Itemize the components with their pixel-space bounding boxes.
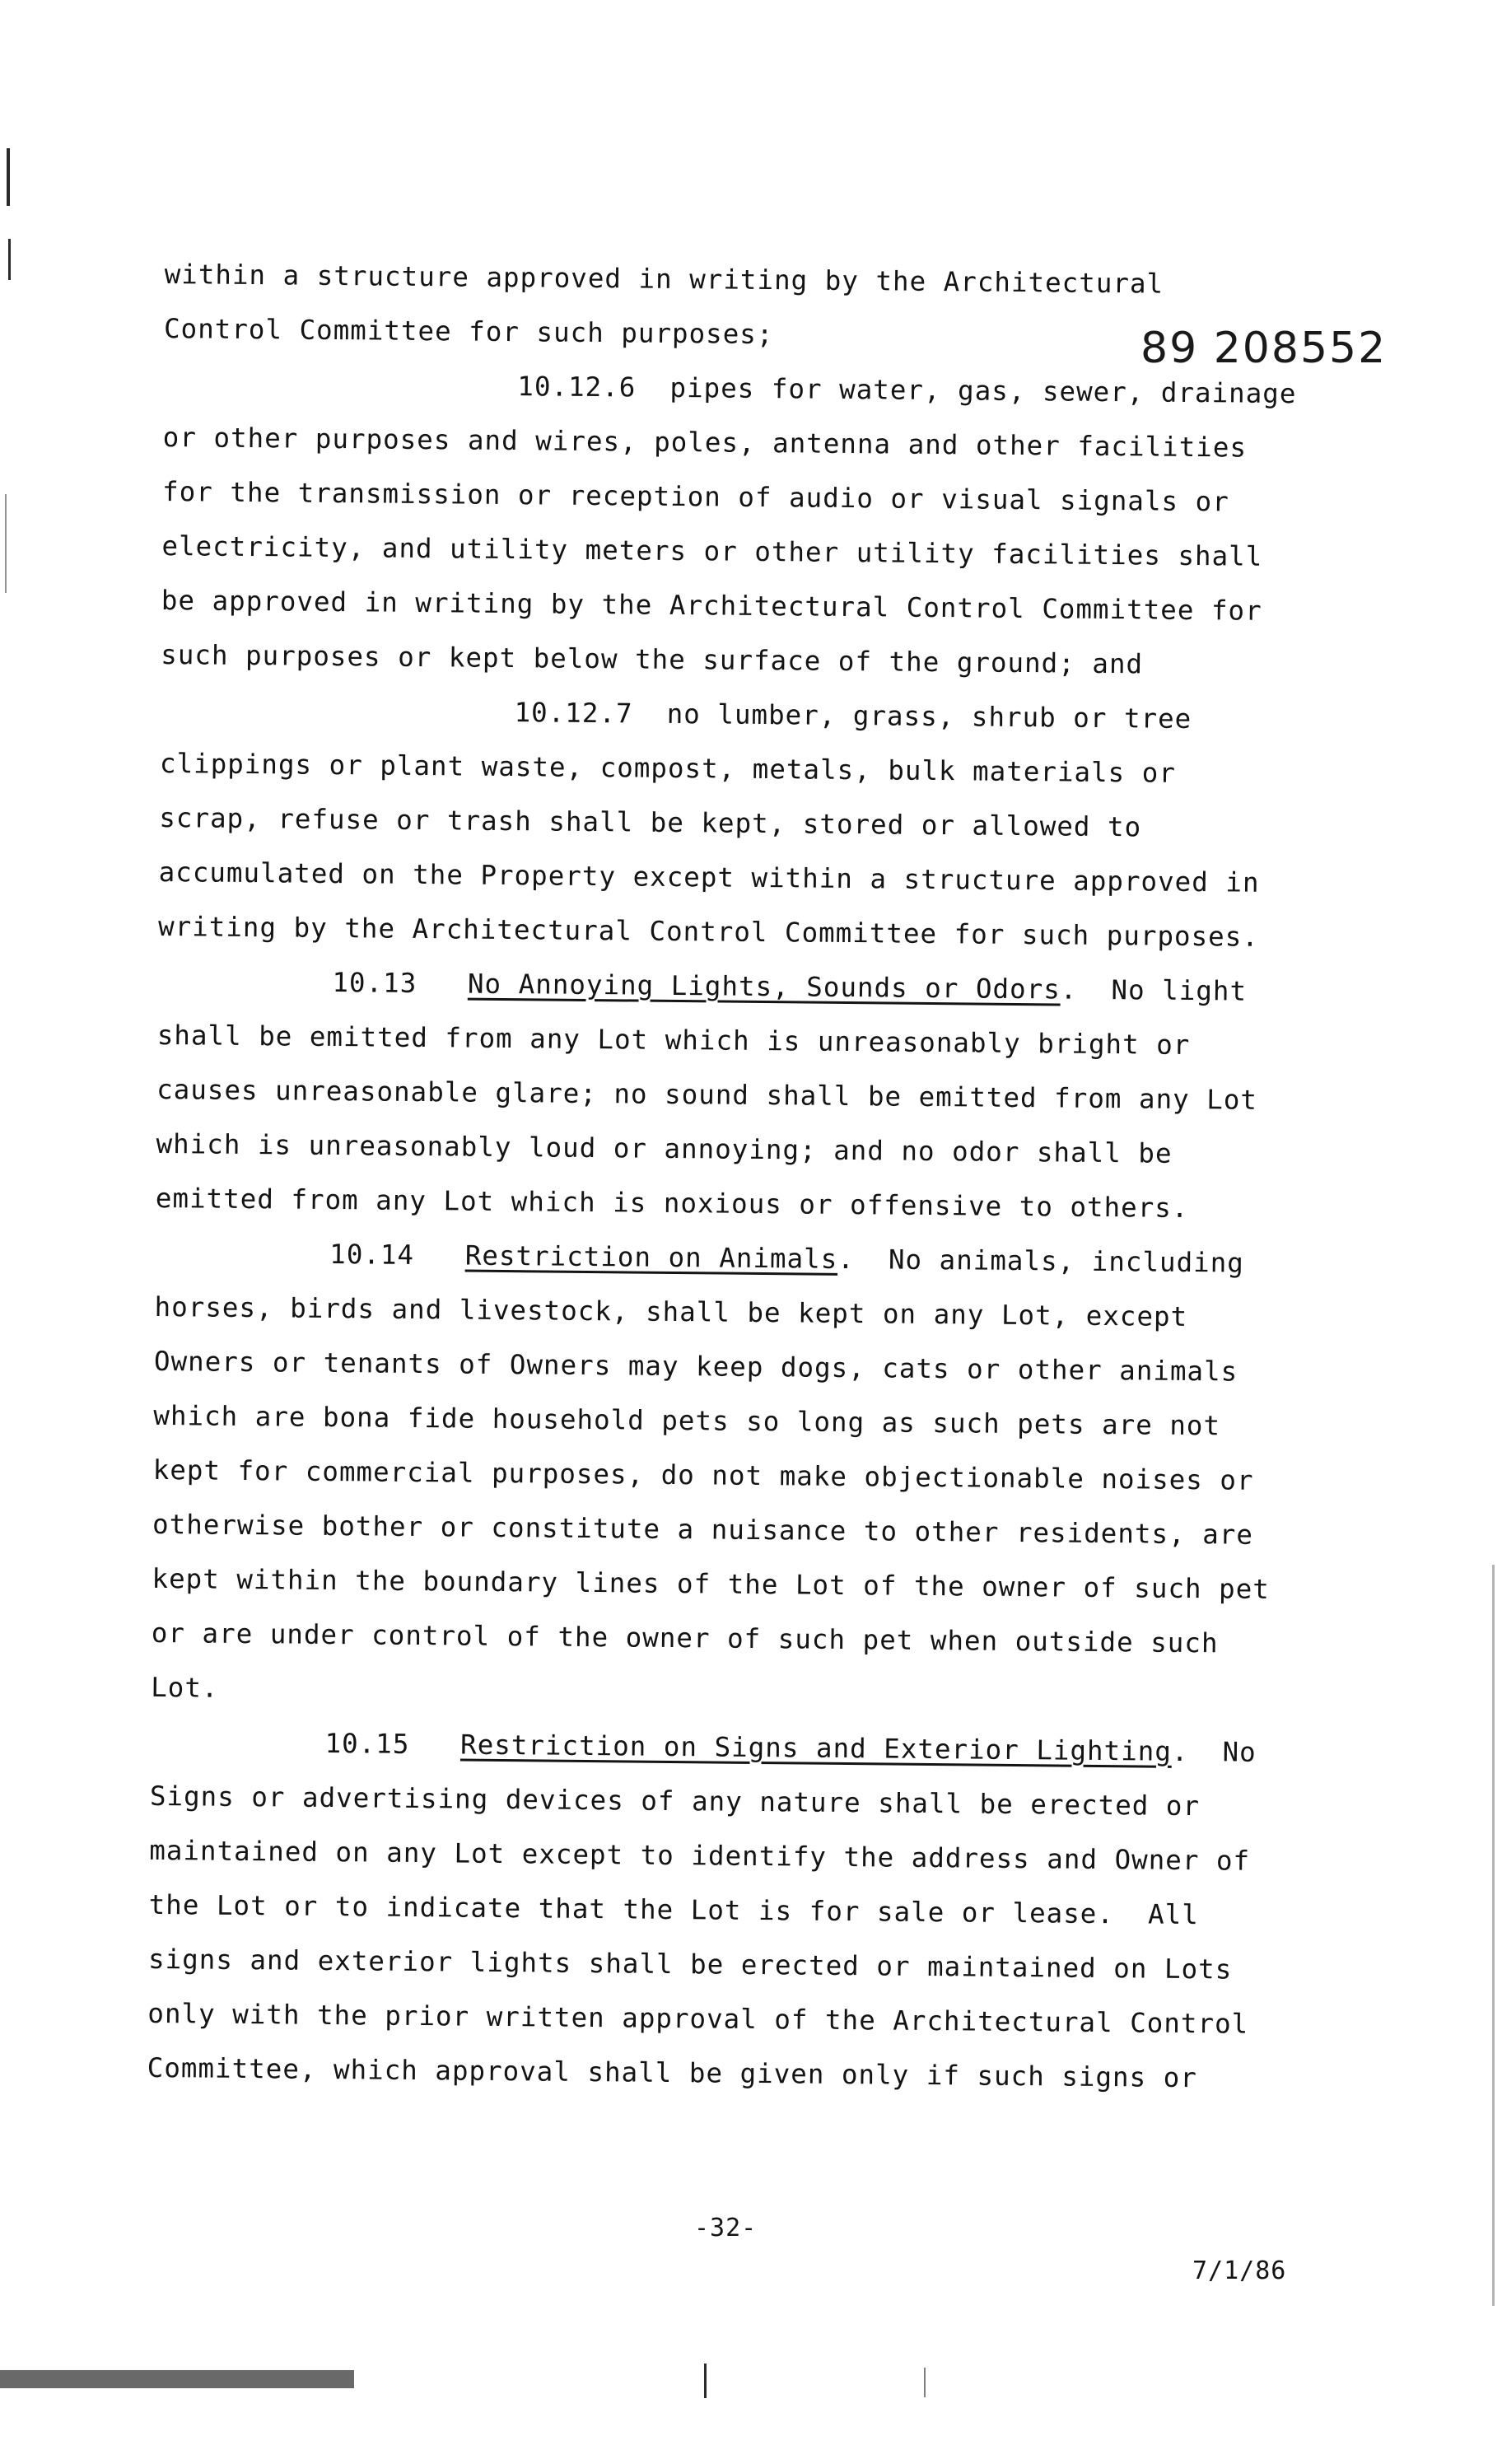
section-number: 10.14 xyxy=(329,1238,415,1271)
scan-edge-mark xyxy=(0,2370,354,2388)
text-line: Signs or advertising devices of any nature shall be erected or xyxy=(149,1780,1201,1822)
scan-edge-mark xyxy=(924,2368,926,2397)
recording-stamp: 89 208552 xyxy=(1140,324,1388,373)
section-heading: Restriction on Animals xyxy=(464,1239,838,1275)
text-line: for the transmission or reception of audio or visual signals or xyxy=(161,475,1229,518)
text-line: kept for commercial purposes, do not make objectionable noises or xyxy=(152,1454,1254,1496)
text-line: the Lot or to indicate that the Lot is for sale or lease. All xyxy=(148,1888,1199,1931)
section-heading: No Annoying Lights, Sounds or Odors xyxy=(467,968,1061,1006)
text-line: otherwise bother or constitute a nuisance to other residents, are xyxy=(152,1508,1254,1551)
section-number: 10.15 xyxy=(324,1727,410,1760)
text-line: Owners or tenants of Owners may keep dogs, cats or other animals xyxy=(153,1345,1238,1388)
text-line: Lot. xyxy=(151,1671,219,1704)
text-line: Committee, which approval shall be given only if such signs or xyxy=(147,2051,1198,2094)
section-number: 10.13 xyxy=(332,966,417,999)
text-line: shall be emitted from any Lot which is unreasonably bright or xyxy=(156,1019,1191,1061)
scan-edge-mark xyxy=(5,494,7,593)
text-line: within a structure approved in writing by the Architectural xyxy=(164,258,1164,300)
text-line: scrap, refuse or trash shall be kept, stored or allowed to xyxy=(159,801,1142,843)
scan-edge-mark xyxy=(7,148,10,206)
text-line: such purposes or kept below the surface of the ground; and xyxy=(161,638,1144,680)
section-text: . No xyxy=(1171,1735,1257,1768)
section-text: . No light xyxy=(1060,973,1248,1007)
scan-edge-mark xyxy=(8,239,11,280)
text-line: Control Committee for such purposes; xyxy=(163,312,774,351)
text-line: writing by the Architectural Control Committee for such purposes. xyxy=(157,910,1260,953)
text-line: or other purposes and wires, poles, antenna and other facilities xyxy=(162,421,1248,464)
text-line: accumulated on the Property except within a structure approved in xyxy=(158,856,1260,898)
text-line: kept within the boundary lines of the Lot of the owner of such pet xyxy=(152,1562,1271,1605)
text-line: 10.12.6 pipes for water, gas, sewer, drainage xyxy=(517,371,1297,410)
body-text xyxy=(147,247,1383,2107)
text-line: causes unreasonable glare; no sound shall be emitted from any Lot xyxy=(156,1073,1258,1116)
section-text: . No animals, including xyxy=(837,1243,1245,1279)
section-heading: Restriction on Signs and Exterior Lighting xyxy=(459,1729,1173,1767)
page-date: 7/1/86 xyxy=(1192,2256,1287,2285)
page-number: -32- xyxy=(694,2214,758,2242)
text-line: only with the prior written approval of the Architectural Control xyxy=(147,1997,1249,2040)
scan-edge-mark xyxy=(704,2364,707,2398)
text-line: be approved in writing by the Architectural Control Committee for xyxy=(161,584,1262,627)
text-line: which are bona fide household pets so long as such pets are not xyxy=(153,1399,1221,1442)
text-line: or are under control of the owner of such pet when outside such xyxy=(151,1617,1219,1659)
text-line: clippings or plant waste, compost, metals, bulk materials or xyxy=(159,747,1177,789)
text-line: horses, birds and livestock, shall be kept on any Lot, except xyxy=(154,1290,1188,1332)
text-line: which is unreasonably loud or annoying; and no odor shall be xyxy=(156,1127,1173,1169)
text-line: emitted from any Lot which is noxious or offensive to others. xyxy=(155,1182,1189,1224)
text-line: electricity, and utility meters or other utility facilities shall xyxy=(161,530,1263,572)
text-line: signs and exterior lights shall be erected or maintained on Lots xyxy=(147,1943,1233,1986)
text-line: 10.12.7 no lumber, grass, shrub or tree xyxy=(514,697,1192,735)
scan-edge-mark xyxy=(1492,1565,1495,2306)
text-line: maintained on any Lot except to identify the address and Owner of xyxy=(149,1834,1251,1877)
